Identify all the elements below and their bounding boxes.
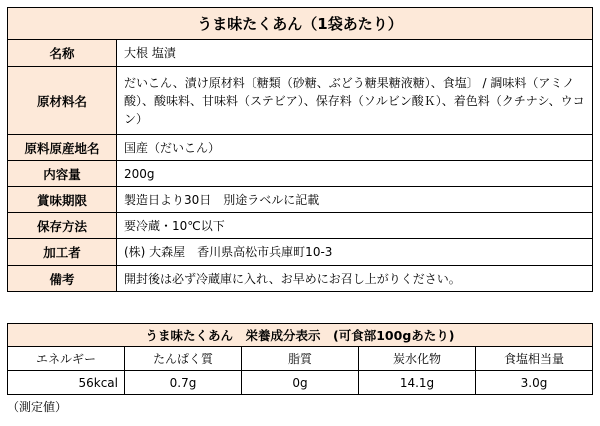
nutrition-header-row bbox=[8, 347, 593, 371]
row-label-ingredients: 原材料名 bbox=[8, 67, 117, 135]
row-value-origin: 国産（だいこん） bbox=[117, 135, 593, 161]
row-remarks bbox=[8, 266, 593, 292]
row-label-storage: 保存方法 bbox=[8, 213, 117, 239]
nutrition-facts-table bbox=[7, 323, 593, 395]
row-label-remarks: 備考 bbox=[8, 266, 117, 292]
row-value-expiry: 製造日より30日 別途ラベルに記載 bbox=[117, 187, 593, 213]
measurement-note: （測定値） bbox=[7, 400, 68, 414]
nutrition-value-salt: 3.0g bbox=[476, 371, 593, 395]
row-origin bbox=[8, 135, 593, 161]
row-name bbox=[8, 40, 593, 67]
row-label-processor: 加工者 bbox=[8, 239, 117, 266]
row-expiry bbox=[8, 187, 593, 213]
product-label-table bbox=[7, 7, 593, 292]
nutrition-header-carbohydrate: 炭水化物 bbox=[359, 347, 476, 371]
nutrition-header-fat: 脂質 bbox=[242, 347, 359, 371]
row-label-expiry: 賞味期限 bbox=[8, 187, 117, 213]
nutrition-value-protein: 0.7g bbox=[125, 371, 242, 395]
nutrition-title-row bbox=[8, 324, 593, 347]
row-value-name: 大根 塩漬 bbox=[117, 40, 593, 67]
row-contents bbox=[8, 161, 593, 187]
row-value-remarks: 開封後は必ず冷蔵庫に入れ、お早めにお召し上がりください。 bbox=[117, 266, 593, 292]
nutrition-header-energy: エネルギー bbox=[8, 347, 125, 371]
nutrition-value-fat: 0g bbox=[242, 371, 359, 395]
row-value-ingredients: だいこん、漬け原材料〔糖類（砂糖、ぶどう糖果糖液糖）、食塩〕 / 調味料（アミノ酸）、酸味料、甘味料（ステビア）、保存料（ソルビン酸Ｋ）、着色料（クチナシ、ウコン） bbox=[117, 67, 593, 135]
row-processor bbox=[8, 239, 593, 266]
row-value-contents: 200g bbox=[117, 161, 593, 187]
row-value-storage: 要冷蔵・10℃以下 bbox=[117, 213, 593, 239]
row-label-origin: 原料原産地名 bbox=[8, 135, 117, 161]
label-title: うま味たくあん（1袋あたり） bbox=[8, 8, 593, 40]
nutrition-title: うま味たくあん 栄養成分表示 (可食部100gあたり) bbox=[8, 324, 593, 347]
row-ingredients bbox=[8, 67, 593, 135]
nutrition-value-carbohydrate: 14.1g bbox=[359, 371, 476, 395]
nutrition-value-row bbox=[8, 371, 593, 395]
row-storage bbox=[8, 213, 593, 239]
nutrition-header-salt: 食塩相当量 bbox=[476, 347, 593, 371]
nutrition-header-protein: たんぱく質 bbox=[125, 347, 242, 371]
label-title-row bbox=[8, 8, 593, 40]
row-label-name: 名称 bbox=[8, 40, 117, 67]
row-label-contents: 内容量 bbox=[8, 161, 117, 187]
nutrition-value-energy: 56kcal bbox=[8, 371, 125, 395]
row-value-processor: (株) 大森屋 香川県高松市兵庫町10-3 bbox=[117, 239, 593, 266]
